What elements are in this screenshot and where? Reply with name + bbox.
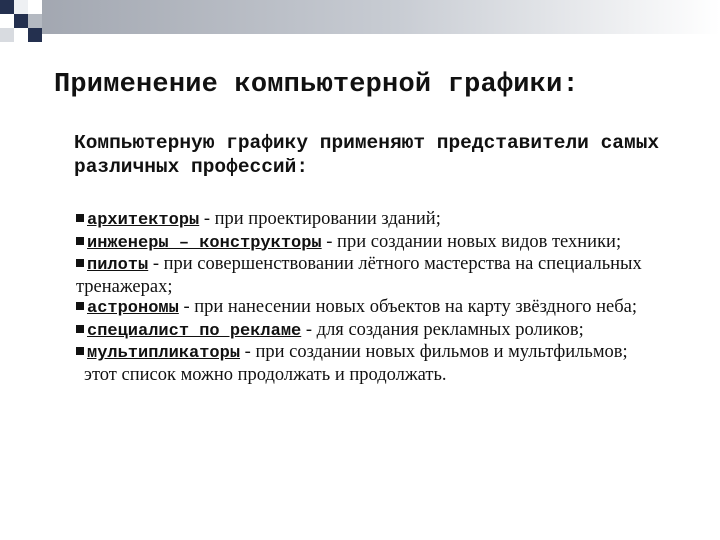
slide-title: Применение компьютерной графики: (54, 70, 579, 100)
bullet-icon (76, 325, 84, 333)
list-item-animators (76, 342, 696, 365)
list-item-pilots (76, 254, 696, 297)
decorative-header-bar (0, 0, 720, 60)
profession-term: астрономы (87, 299, 179, 318)
profession-desc: - при создании новых видов техники; (321, 231, 622, 252)
profession-desc: - при нанесении новых объектов на карту звёздного неба; (178, 297, 637, 317)
bullet-icon (76, 259, 84, 267)
professions-list (76, 209, 696, 385)
profession-desc: - при создании новых фильмов и мультфильмов; (240, 342, 628, 362)
list-item-astronomers (76, 297, 696, 320)
list-item-architects (76, 209, 696, 232)
profession-term: специалист по рекламе (87, 321, 302, 341)
profession-desc: - для создания рекламных роликов; (301, 319, 584, 340)
bullet-icon (76, 237, 84, 245)
slide-subtitle: Компьютерную графику применяют представители самых различных профессий: (74, 132, 660, 178)
list-item-engineers (76, 232, 696, 255)
profession-term: мультипликаторы (87, 344, 241, 363)
profession-term: пилоты (87, 256, 149, 275)
bullet-icon (76, 302, 84, 310)
profession-desc: - при совершенствовании лётного мастерства на специальных тренажерах; (76, 254, 642, 297)
bullet-icon (76, 347, 84, 355)
profession-term: архитекторы (87, 211, 200, 230)
profession-desc: - при проектировании зданий; (199, 209, 441, 229)
bullet-icon (76, 214, 84, 222)
closing-line: этот список можно продолжать и продолжать. (84, 364, 447, 385)
list-item-advertising (76, 320, 696, 343)
profession-term: инженеры – конструкторы (87, 233, 322, 253)
